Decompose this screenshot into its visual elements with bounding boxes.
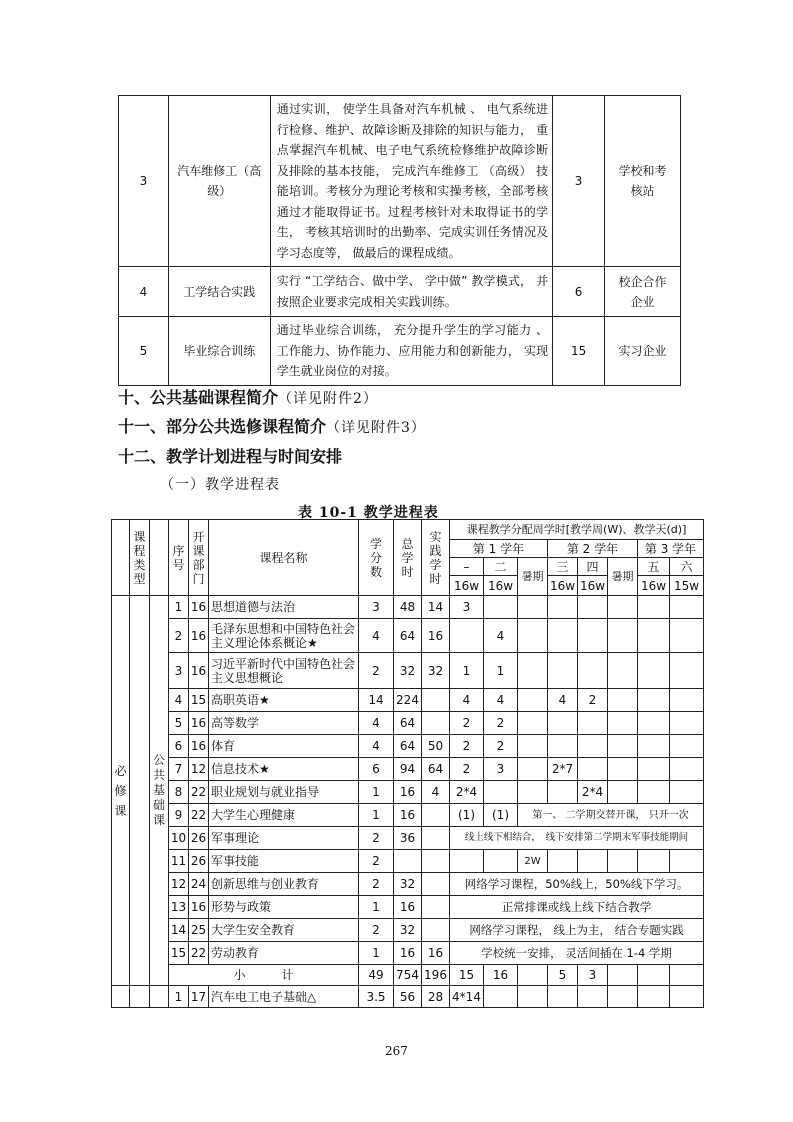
table-row (112, 758, 704, 781)
cell-s3 (548, 850, 578, 873)
cell-summer1 (518, 653, 548, 689)
cell-s2: 2 (484, 712, 518, 735)
cell-course-name: 体育 (209, 735, 359, 758)
cell-practice: 14 (422, 596, 450, 619)
cell-practice (422, 873, 450, 896)
cell-summer2 (608, 689, 638, 712)
cell-total: 224 (394, 689, 422, 712)
cell-dept: 16 (189, 896, 209, 919)
cell-credit: 6 (359, 758, 394, 781)
subtotal-s6 (670, 965, 704, 986)
row-number: 5 (119, 317, 169, 386)
cell-practice (422, 919, 450, 942)
cell-credit: 2 (359, 919, 394, 942)
cell-summer1: 2W (518, 850, 548, 873)
table-row (112, 850, 704, 873)
cell-number: 7 (169, 758, 189, 781)
col-course-name: 课程名称 (209, 520, 359, 596)
cell-number: 1 (169, 986, 189, 1008)
cell-s5 (638, 712, 670, 735)
cell-practice (422, 827, 450, 850)
cell-total: 32 (394, 919, 422, 942)
col-number: 序号 (169, 520, 189, 596)
cell-number: 5 (169, 712, 189, 735)
cell-s4 (578, 735, 608, 758)
table-row (112, 804, 704, 827)
subtotal-total: 754 (394, 965, 422, 986)
cell-note: 学校统一安排， 灵活间插在 1-4 学期 (450, 942, 704, 965)
cell-course-name: 高职英语★ (209, 689, 359, 712)
cell-practice: 16 (422, 619, 450, 653)
year-1: 第 1 学年 (450, 540, 548, 558)
cell-number: 1 (169, 596, 189, 619)
weeks-s6: 15w (670, 576, 704, 596)
cell-s5 (638, 735, 670, 758)
cell-total: 64 (394, 619, 422, 653)
table-row (112, 735, 704, 758)
subtotal-row (112, 965, 704, 986)
appendix-note: （详见附件3） (326, 420, 426, 436)
cell-practice (422, 712, 450, 735)
appendix-note: （详见附件2） (278, 391, 378, 407)
cell-number: 13 (169, 896, 189, 919)
cell-summer1 (518, 735, 548, 758)
cell-s6 (670, 781, 704, 804)
table-caption: 表 10-1 教学进程表 (298, 505, 439, 521)
cell-s5 (638, 781, 670, 804)
cell-number: 4 (169, 689, 189, 712)
cell-s2: 3 (484, 758, 518, 781)
cell-credit: 1 (359, 781, 394, 804)
semester-4: 四 (578, 558, 608, 576)
location: 校企合作企业 (605, 267, 681, 317)
weeks-s4: 16w (578, 576, 608, 596)
cell-s1: (1) (450, 804, 484, 827)
cell-summer2 (608, 735, 638, 758)
cell-s5 (638, 758, 670, 781)
semester-2: 二 (484, 558, 518, 576)
cell-s6 (670, 712, 704, 735)
cell-total: 32 (394, 873, 422, 896)
cell-summer1 (518, 689, 548, 712)
cell-number: 10 (169, 827, 189, 850)
cell-s4 (578, 712, 608, 735)
cell-total: 64 (394, 712, 422, 735)
cell-total: 16 (394, 942, 422, 965)
cell-s2: 1 (484, 653, 518, 689)
row-number: 4 (119, 267, 169, 317)
cell-summer1 (518, 596, 548, 619)
cell-s6 (670, 596, 704, 619)
cell-course-name: 思想道德与法治 (209, 596, 359, 619)
project-description: 通过毕业综合训练， 充分提升学生的学习能力 、工作能力、协作能力、应用能力和创新能力， 实现学生就业岗位的对接。 (270, 317, 552, 386)
col-total-hours: 总学时 (394, 520, 422, 596)
year-3: 第 3 学年 (638, 540, 704, 558)
cell-s5 (638, 689, 670, 712)
section-heading-11: 十一、部分公共选修课程简介（详见附件3） (118, 417, 426, 436)
table-row (112, 781, 704, 804)
cell-credit: 4 (359, 619, 394, 653)
subsection-heading: （一）教学进程表 (160, 477, 280, 493)
training-table (118, 95, 681, 386)
subtotal-s1: 15 (450, 965, 484, 986)
location: 实习企业 (605, 317, 681, 386)
cell-number: 3 (169, 653, 189, 689)
cell-practice (422, 804, 450, 827)
cell-s3: 4 (548, 689, 578, 712)
cell-dept: 16 (189, 653, 209, 689)
cell-credit: 2 (359, 653, 394, 689)
cell-total: 16 (394, 896, 422, 919)
cell-s4 (578, 596, 608, 619)
cell-course-name: 创新思维与创业教育 (209, 873, 359, 896)
subtotal-s2: 16 (484, 965, 518, 986)
cell-course-name: 形势与政策 (209, 896, 359, 919)
table-row (112, 896, 704, 919)
project-name: 工学结合实践 (168, 267, 270, 317)
table-row (112, 653, 704, 689)
cell-practice: 16 (422, 942, 450, 965)
cell-practice (422, 850, 450, 873)
cell-number: 8 (169, 781, 189, 804)
table-row (119, 96, 681, 267)
page-number: 267 (385, 1044, 408, 1058)
project-description: 实行 “工学结合、做中学、 学中做” 教学模式， 并按照企业要求完成相关实践训练。 (270, 267, 552, 317)
cell-s5 (638, 619, 670, 653)
cell-s1: 2 (450, 758, 484, 781)
cell-credit: 2 (359, 873, 394, 896)
project-name: 毕业综合训练 (168, 317, 270, 386)
cell-s4: 2 (578, 689, 608, 712)
cell-s1: 4 (450, 689, 484, 712)
table-row (112, 986, 704, 1008)
cell-course-name: 大学生心理健康 (209, 804, 359, 827)
cell-summer1 (518, 712, 548, 735)
cell-summer2 (608, 850, 638, 873)
cell-dept: 16 (189, 712, 209, 735)
semester-5: 五 (638, 558, 670, 576)
cell-dept: 22 (189, 942, 209, 965)
cell-total (394, 850, 422, 873)
cell-total: 64 (394, 735, 422, 758)
row-number: 3 (119, 96, 169, 267)
cell-total: 16 (394, 781, 422, 804)
cell-total: 16 (394, 804, 422, 827)
cell-course-name: 高等数学 (209, 712, 359, 735)
cell-summer2 (608, 619, 638, 653)
cell-s2: 2 (484, 735, 518, 758)
cell-s2 (484, 781, 518, 804)
col-distribution: 课程教学分配周学时[教学周(W)、教学天(d)] (450, 520, 704, 540)
cell-summer2 (608, 758, 638, 781)
cell-summer1 (518, 758, 548, 781)
cell-s3 (548, 653, 578, 689)
cell-credit: 2 (359, 850, 394, 873)
cell-s4: 2*4 (578, 781, 608, 804)
cell-practice: 50 (422, 735, 450, 758)
table-row (112, 942, 704, 965)
semester-1: – (450, 558, 484, 576)
cell-s4 (578, 850, 608, 873)
cell-number: 2 (169, 619, 189, 653)
cell-summer2 (608, 712, 638, 735)
cell-dept: 22 (189, 804, 209, 827)
cell-s3: 2*7 (548, 758, 578, 781)
subtotal-summer2 (608, 965, 638, 986)
cell-dept: 16 (189, 735, 209, 758)
cell-dept: 17 (189, 986, 209, 1008)
subtotal-s3: 5 (548, 965, 578, 986)
cell-s1: 2*4 (450, 781, 484, 804)
cell-s1: 2 (450, 735, 484, 758)
cell-number: 12 (169, 873, 189, 896)
cell-s3 (548, 596, 578, 619)
cell-s6 (670, 758, 704, 781)
subtotal-practice: 196 (422, 965, 450, 986)
cell-note: 第一、 二学期交替开课， 只开一次 (518, 804, 704, 827)
cell-s2: (1) (484, 804, 518, 827)
subtotal-label: 小 计 (169, 965, 359, 986)
cell-credit: 1 (359, 804, 394, 827)
cell-note: 正常排课或线上线下结合教学 (450, 896, 704, 919)
col-course-type: 课程类型 (130, 520, 150, 596)
cell-s6 (670, 653, 704, 689)
cell-practice (422, 896, 450, 919)
project-name: 汽车维修工（高级） (168, 96, 270, 267)
cell-total: 94 (394, 758, 422, 781)
cell-dept: 12 (189, 758, 209, 781)
schedule-table (111, 519, 704, 1008)
cell-s2: 4 (484, 619, 518, 653)
cell-dept: 22 (189, 781, 209, 804)
cell-dept: 16 (189, 596, 209, 619)
cell-credit: 14 (359, 689, 394, 712)
cell-credit: 1 (359, 942, 394, 965)
subtotal-summer1 (518, 965, 548, 986)
cell-s1: 3 (450, 596, 484, 619)
cell-s1 (450, 619, 484, 653)
cell-total: 32 (394, 653, 422, 689)
cell-credit: 2 (359, 827, 394, 850)
cell-total: 36 (394, 827, 422, 850)
cell-s6 (670, 689, 704, 712)
project-description: 通过实训， 使学生具备对汽车机械 、 电气系统进行检修、维护、故障诊断及排除的知识与能力， 重点掌握汽车机械、电子电气系统检修维护故障诊断及排除的基本技能， 完成汽车维修工 （高级） 技能培训。考核分为理论考核和实操考核，全部考核通过才能取得证书。过程考核针对未取得证书的学生， 考核其培训时的出勤率、完成实训任务情况及学习态度等， 做最后的课程成绩。 (270, 96, 552, 267)
weeks: 15 (553, 317, 605, 386)
cell-practice: 64 (422, 758, 450, 781)
table-row (112, 873, 704, 896)
cell-number: 6 (169, 735, 189, 758)
cell-course-name: 军事理论 (209, 827, 359, 850)
cell-summer2 (608, 781, 638, 804)
weeks: 6 (553, 267, 605, 317)
cell-practice: 4 (422, 781, 450, 804)
cell-dept: 26 (189, 827, 209, 850)
subtotal-s5 (638, 965, 670, 986)
cell-s2: 4 (484, 689, 518, 712)
table-row (112, 689, 704, 712)
cell-practice: 28 (422, 986, 450, 1008)
cell-course-name: 毛泽东思想和中国特色社会主义理论体系概论★ (209, 619, 359, 653)
cell-s1: 4*14 (450, 986, 484, 1008)
table-row (119, 317, 681, 386)
subtotal-s4: 3 (578, 965, 608, 986)
cell-credit: 3 (359, 596, 394, 619)
summer-2: 暑期 (608, 558, 638, 596)
cell-number: 11 (169, 850, 189, 873)
weeks-s5: 16w (638, 576, 670, 596)
semester-3: 三 (548, 558, 578, 576)
table-row (119, 267, 681, 317)
cell-total: 56 (394, 986, 422, 1008)
cell-dept: 25 (189, 919, 209, 942)
cell-dept: 26 (189, 850, 209, 873)
weeks-s1: 16w (450, 576, 484, 596)
cell-s3 (548, 735, 578, 758)
table-row (112, 596, 704, 619)
cell-summer1 (518, 619, 548, 653)
group-public-basic: 公共基础课 (150, 596, 169, 986)
cell-course-name: 劳动教育 (209, 942, 359, 965)
section-heading-12: 十二、教学计划进程与时间安排 (118, 447, 343, 466)
cell-course-name: 职业规划与就业指导 (209, 781, 359, 804)
cell-credit: 3.5 (359, 986, 394, 1008)
cell-s5 (638, 596, 670, 619)
weeks: 3 (553, 96, 605, 267)
table-row (112, 619, 704, 653)
col-credits: 学分数 (359, 520, 394, 596)
cell-s1: 2 (450, 712, 484, 735)
cell-course-name: 信息技术★ (209, 758, 359, 781)
cell-course-name: 大学生安全教育 (209, 919, 359, 942)
cell-summer1 (518, 781, 548, 804)
year-2: 第 2 学年 (548, 540, 638, 558)
table-row (112, 919, 704, 942)
cell-practice (422, 689, 450, 712)
cell-s5 (638, 653, 670, 689)
semester-6: 六 (670, 558, 704, 576)
cell-credit: 1 (359, 896, 394, 919)
cell-note: 线上线下相结合， 线下安排第二学期末军事技能期间 (450, 827, 704, 850)
cell-summer2 (608, 653, 638, 689)
cell-s1: 1 (450, 653, 484, 689)
group-required: 必修课 (112, 596, 130, 986)
cell-credit: 4 (359, 735, 394, 758)
cell-dept: 15 (189, 689, 209, 712)
cell-s6 (670, 619, 704, 653)
cell-course-name: 习近平新时代中国特色社会主义思想概论 (209, 653, 359, 689)
table-row (112, 712, 704, 735)
cell-practice: 32 (422, 653, 450, 689)
cell-s1 (450, 850, 484, 873)
cell-note: 网络学习课程， 线上为主， 结合专题实践 (450, 919, 704, 942)
cell-dept: 24 (189, 873, 209, 896)
cell-s3 (548, 619, 578, 653)
cell-s5 (638, 850, 670, 873)
subtotal-credit: 49 (359, 965, 394, 986)
table-row (112, 827, 704, 850)
cell-number: 9 (169, 804, 189, 827)
summer-1: 暑期 (518, 558, 548, 596)
cell-number: 15 (169, 942, 189, 965)
cell-s3 (548, 781, 578, 804)
cell-course-name: 汽车电工电子基础△ (209, 986, 359, 1008)
cell-dept: 16 (189, 619, 209, 653)
cell-course-name: 军事技能 (209, 850, 359, 873)
cell-total: 48 (394, 596, 422, 619)
cell-s4 (578, 758, 608, 781)
weeks-s2: 16w (484, 576, 518, 596)
section-heading-10: 十、公共基础课程简介（详见附件2） (118, 388, 378, 407)
cell-summer2 (608, 596, 638, 619)
cell-number: 14 (169, 919, 189, 942)
cell-credit: 4 (359, 712, 394, 735)
cell-note: 网络学习课程，50%线上，50%线下学习。 (450, 873, 704, 896)
cell-s2 (484, 596, 518, 619)
cell-s6 (670, 850, 704, 873)
col-department: 开课部门 (189, 520, 209, 596)
cell-s3 (548, 712, 578, 735)
col-practice-hours: 实践学时 (422, 520, 450, 596)
cell-s4 (578, 653, 608, 689)
location: 学校和考核站 (605, 96, 681, 267)
header-row (112, 520, 704, 540)
weeks-s3: 16w (548, 576, 578, 596)
cell-s2 (484, 850, 518, 873)
cell-s6 (670, 735, 704, 758)
cell-s4 (578, 619, 608, 653)
